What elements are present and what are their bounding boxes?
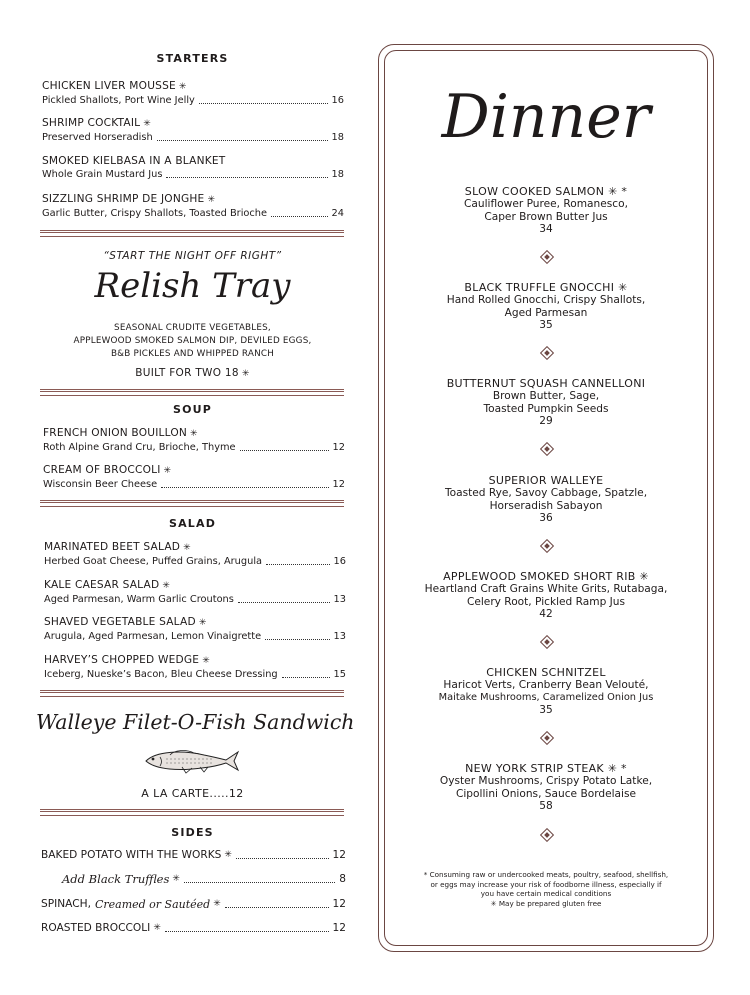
menu-item [42, 155, 344, 181]
dish-name: NEW YORK STRIP STEAK ✳ * [465, 762, 627, 775]
item-name: ROASTED BROCCOLI [41, 922, 151, 934]
dinner-dish [392, 281, 700, 332]
menu-item [41, 922, 346, 935]
item-desc: Whole Grain Mustard Jus [42, 169, 163, 180]
item-name: SHAVED VEGETABLE SALAD [44, 616, 196, 628]
gluten-free-icon: ✳ [153, 923, 161, 933]
item-price: 13 [333, 631, 346, 642]
dish-name: SLOW COOKED SALMON ✳ * [464, 185, 628, 198]
sandwich-price: A LA CARTE.....12 [141, 787, 244, 800]
item-desc: Preserved Horseradish [42, 132, 153, 143]
gluten-free-icon: ✳ [178, 82, 187, 92]
item-name: HARVEY’S CHOPPED WEDGE [44, 654, 200, 666]
starters-heading: STARTERS [156, 52, 229, 65]
section-divider [40, 690, 344, 697]
relish-tagline: “START THE NIGHT OFF RIGHT” [103, 250, 282, 262]
item-price: 13 [333, 594, 346, 605]
dish-price: 29 [539, 415, 553, 428]
diamond-ornament-icon [540, 635, 554, 649]
relish-price: BUILT FOR TWO 18 ✳ [135, 367, 250, 379]
dinner-dish [392, 762, 700, 813]
item-name: SPINACH, [41, 898, 91, 910]
item-price: 12 [332, 479, 345, 490]
dish-desc-line: Horseradish Sabayon [489, 499, 603, 512]
menu-item [44, 616, 346, 643]
item-desc: Garlic Butter, Crispy Shallots, Toasted Brioche [42, 208, 268, 219]
item-name: SHRIMP COCKTAIL [42, 117, 141, 129]
dish-name: BUTTERNUT SQUASH CANNELLONI [446, 377, 646, 390]
menu-item [41, 898, 346, 911]
menu-item [43, 427, 345, 454]
soup-heading: SOUP [172, 403, 213, 416]
dinner-title: Dinner [441, 82, 651, 152]
menu-item [44, 579, 346, 606]
gluten-free-icon: ✳ [172, 874, 180, 884]
section-divider [40, 230, 344, 237]
dish-price: 34 [539, 223, 553, 236]
diamond-ornament-icon [540, 442, 554, 456]
item-name: SMOKED KIELBASA IN A BLANKET [42, 155, 226, 167]
dinner-dish [392, 185, 700, 236]
section-divider [40, 389, 344, 396]
dish-desc-line: Haricot Verts, Cranberry Bean Velouté, [443, 679, 649, 691]
item-price: 24 [331, 208, 344, 219]
dish-desc-line: Caper Brown Butter Jus [484, 210, 608, 223]
item-name-script: Creamed or Sautéed [94, 898, 211, 911]
relish-title: Relish Tray [94, 266, 291, 306]
section-divider [40, 500, 344, 507]
item-desc: Iceberg, Nueske’s Bacon, Bleu Cheese Dressing [44, 669, 278, 680]
dish-name: CHICKEN SCHNITZEL [486, 666, 606, 679]
dish-desc-line: Maitake Mushrooms, Caramelized Onion Jus [438, 691, 654, 703]
dinner-dish [392, 377, 700, 428]
dinner-dish [392, 666, 700, 717]
item-desc: Herbed Goat Cheese, Puffed Grains, Arugula [44, 556, 263, 567]
item-name: CREAM OF BROCCOLI [43, 464, 161, 476]
item-price: 18 [331, 169, 344, 180]
dish-price: 35 [539, 319, 553, 332]
item-name: MARINATED BEET SALAD [44, 541, 181, 553]
item-name: Add Black Truffles [62, 872, 170, 886]
gluten-free-icon: ✳ [241, 369, 250, 379]
sides-heading: SIDES [171, 826, 214, 839]
dish-desc-line: Hand Rolled Gnocchi, Crispy Shallots, [446, 294, 646, 306]
gluten-free-icon: ✳ [198, 618, 207, 628]
diamond-ornament-icon [540, 346, 554, 360]
item-name: CHICKEN LIVER MOUSSE [42, 80, 176, 92]
item-name: SIZZLING SHRIMP DE JONGHE [42, 193, 205, 205]
diamond-ornament-icon [540, 731, 554, 745]
item-price: 16 [333, 556, 346, 567]
gluten-free-icon: ✳ [224, 850, 232, 860]
dish-price: 58 [539, 800, 553, 813]
dish-desc-line: Toasted Pumpkin Seeds [483, 402, 609, 415]
menu-item [41, 849, 346, 862]
item-price: 12 [332, 849, 346, 861]
gluten-free-icon: ✳ [143, 119, 151, 129]
diamond-ornament-icon [540, 250, 554, 264]
gluten-free-icon: ✳ [163, 466, 172, 476]
menu-item [42, 80, 344, 107]
item-desc: Roth Alpine Grand Cru, Brioche, Thyme [43, 442, 236, 453]
gluten-free-icon: ✳ [202, 656, 210, 666]
menu-item [44, 654, 346, 681]
dish-price: 36 [539, 512, 553, 525]
gluten-free-icon: ✳ [190, 429, 198, 439]
dish-desc-line: Cauliflower Puree, Romanesco, [464, 198, 628, 210]
menu-item [43, 464, 345, 491]
dish-name: BLACK TRUFFLE GNOCCHI ✳ [464, 281, 628, 294]
gluten-free-icon: ✳ [207, 195, 216, 205]
item-name: BAKED POTATO WITH THE WORKS [41, 849, 222, 861]
salad-heading: SALAD [168, 517, 217, 530]
dish-desc-line: Oyster Mushrooms, Crispy Potato Latke, [439, 775, 653, 787]
menu-item [42, 117, 344, 144]
dish-price: 42 [539, 608, 553, 621]
section-divider [40, 809, 344, 816]
item-desc: Arugula, Aged Parmesan, Lemon Vinaigrette [44, 631, 262, 642]
dish-desc-line: Celery Root, Pickled Ramp Jus [466, 595, 626, 608]
item-name: KALE CAESAR SALAD [44, 579, 160, 591]
dish-desc-line: Heartland Craft Grains White Grits, Rutabaga, [424, 583, 668, 595]
dish-desc-line: Toasted Rye, Savoy Cabbage, Spatzle, [444, 487, 648, 499]
dish-name: APPLEWOOD SMOKED SHORT RIB ✳ [443, 570, 649, 583]
relish-description: SEASONAL CRUDITE VEGETABLES, APPLEWOOD SMOKED SALMON DIP, DEVILED EGGS, B&B PICKLES AND WHIPPED RANCH [73, 323, 312, 359]
item-price: 15 [333, 669, 346, 680]
dish-desc-line: Aged Parmesan [504, 306, 588, 319]
menu-item [62, 873, 346, 886]
dish-name: SUPERIOR WALLEYE [488, 474, 604, 487]
diamond-ornament-icon [540, 828, 554, 842]
footnote: * Consuming raw or undercooked meats, poultry, seafood, shellfish, or eggs may increase your risk of foodborne illness, especially if you have certain medical conditions ✳ May be prepared gluten free [423, 870, 669, 908]
item-desc: Pickled Shallots, Port Wine Jelly [42, 95, 195, 106]
item-price: 12 [332, 922, 346, 934]
menu-item [42, 193, 344, 220]
gluten-free-icon: ✳ [162, 581, 171, 591]
menu-item [44, 541, 346, 568]
dinner-dish [392, 474, 700, 525]
item-name: FRENCH ONION BOUILLON [43, 427, 188, 439]
fish-icon [142, 747, 242, 775]
dish-price: 35 [539, 704, 553, 717]
gluten-free-icon: ✳ [213, 899, 221, 909]
item-price: 8 [339, 873, 346, 885]
item-price: 16 [331, 95, 344, 106]
item-desc: Aged Parmesan, Warm Garlic Croutons [44, 594, 234, 605]
dish-desc-line: Brown Butter, Sage, [492, 390, 600, 402]
gluten-free-icon: ✳ [183, 543, 191, 553]
item-price: 12 [332, 442, 345, 453]
dish-desc-line: Cipollini Onions, Sauce Bordelaise [455, 787, 637, 800]
diamond-ornament-icon [540, 539, 554, 553]
sandwich-title: Walleye Filet-O-Fish Sandwich [36, 710, 355, 734]
dinner-dish [392, 570, 700, 621]
item-price: 12 [332, 898, 346, 910]
item-price: 18 [331, 132, 344, 143]
item-desc: Wisconsin Beer Cheese [43, 479, 158, 490]
